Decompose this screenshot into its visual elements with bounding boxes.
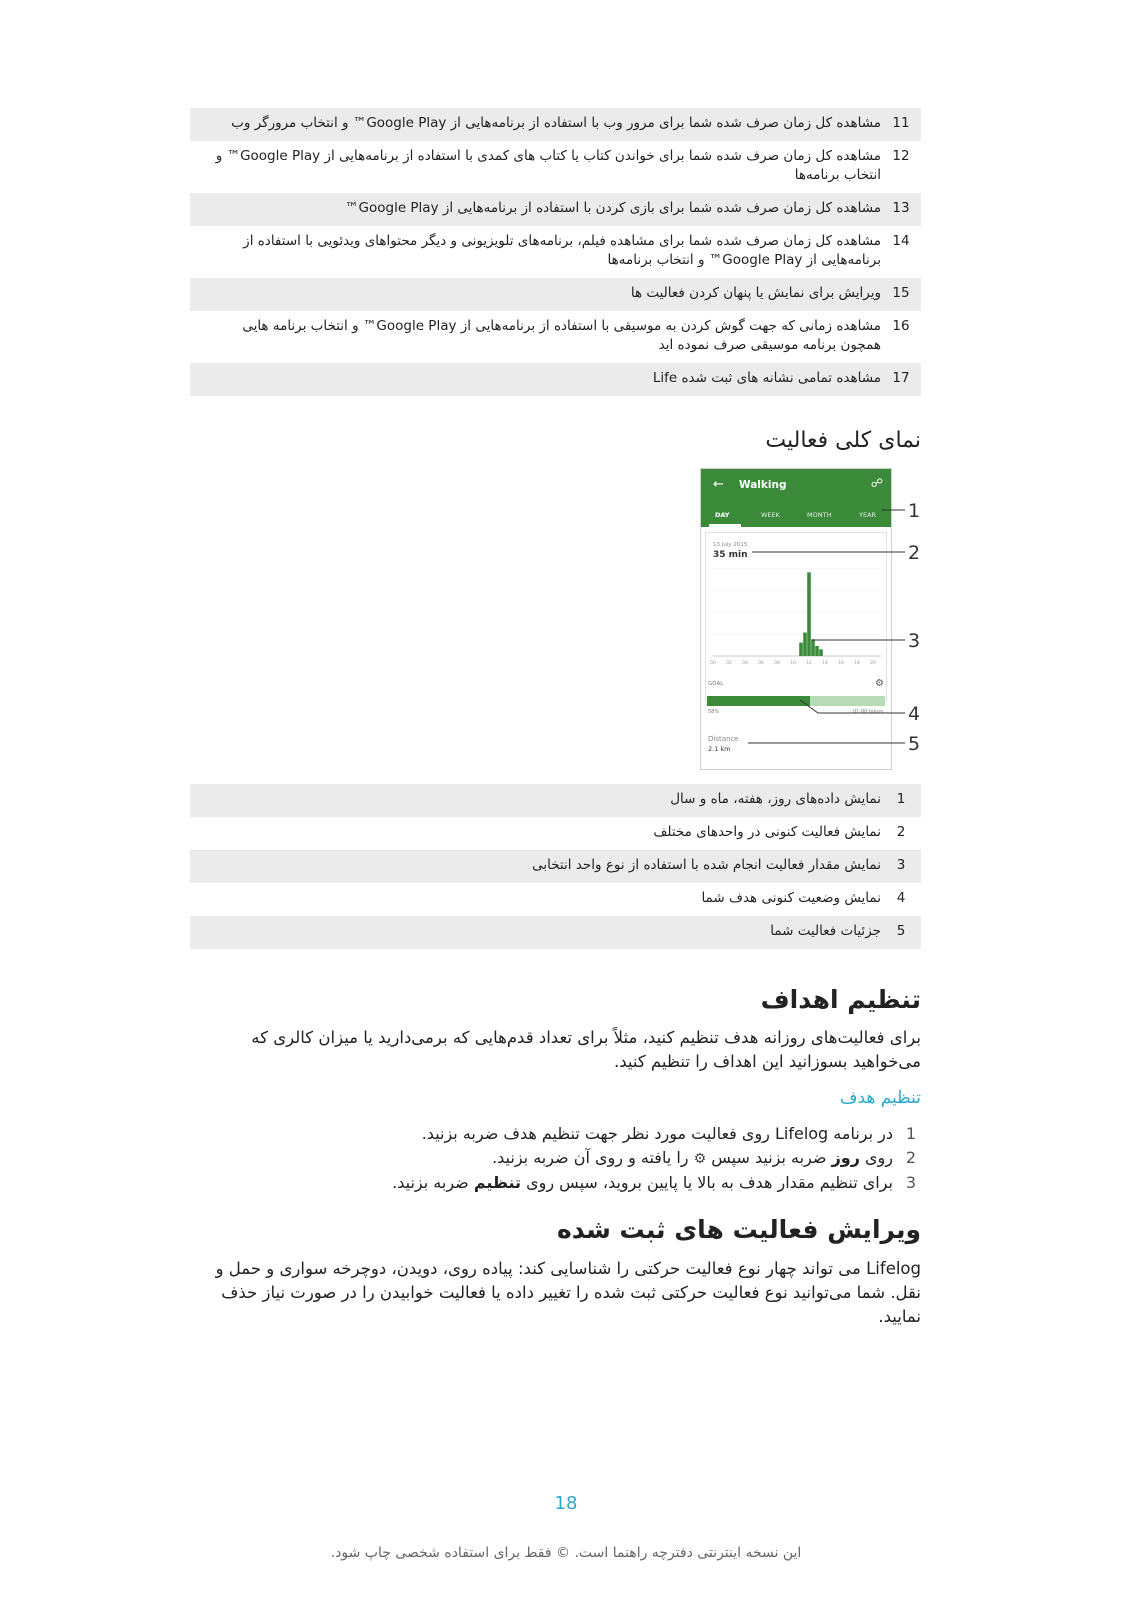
goal-label: GOAL xyxy=(708,681,724,687)
gear-icon[interactable]: ⚙ xyxy=(875,678,884,689)
table-row xyxy=(190,817,921,850)
row-text: نمایش داده‌های روز، هفته، ماه و سال xyxy=(190,784,881,817)
goals-heading: تنظیم اهداف xyxy=(760,985,921,1014)
x-tick-label: 08 xyxy=(774,661,780,666)
progress-percent: 58% xyxy=(708,709,720,715)
step-2: 2 روی روز ضربه بزنید سپس ⚙ را یافته و روی آن ضربه بزنید. xyxy=(492,1148,917,1167)
x-tick-label: 18 xyxy=(854,661,860,666)
activity-overview-figure xyxy=(700,468,932,768)
row-text: نمایش مقدار فعالیت انجام شده با استفاده از نوع واحد انتخابی xyxy=(190,850,881,883)
row-number: 13 xyxy=(881,193,921,226)
x-tick-label: 12 xyxy=(806,661,812,666)
x-tick-label: 00 xyxy=(710,661,716,666)
row-number: 4 xyxy=(896,890,906,906)
set-goal-subheading: تنظیم هدف xyxy=(839,1088,921,1108)
table-row xyxy=(190,108,921,141)
table-row xyxy=(190,916,921,949)
row-text: ویرایش برای نمایش یا پنهان کردن فعالیت ها xyxy=(190,278,881,311)
row-text: مشاهده کل زمان صرف شده شما برای بازی کردن با استفاده از برنامه‌هایی از Google Play™ xyxy=(190,193,881,226)
overview-heading: نمای کلی فعالیت xyxy=(765,428,921,453)
row-number: 17 xyxy=(881,363,921,396)
row-number: 2 xyxy=(896,824,906,840)
edit-paragraph: Lifelog می تواند چهار نوع فعالیت حرکتی را شناسایی کند: پیاده روی، دویدن، دوچرخه سواری و حمل و نقل. شما می‌توانید نوع فعالیت حرکتی ثبت شده را تغییر داده یا فعالیت خوابیدن را در صورت نیاز حذف نمایید. xyxy=(215,1259,921,1326)
row-number: 15 xyxy=(881,278,921,311)
row-number: 11 xyxy=(881,108,921,141)
x-tick-label: 10 xyxy=(790,661,796,666)
table-row xyxy=(190,141,921,193)
table-row xyxy=(190,850,921,883)
figure-legend-table xyxy=(190,784,921,949)
table-row xyxy=(190,784,921,817)
x-tick-label: 16 xyxy=(838,661,844,666)
row-text: نمایش فعالیت کنونی در واحدهای مختلف xyxy=(653,824,881,840)
table-row xyxy=(190,363,921,396)
x-tick-label: 02 xyxy=(726,661,732,666)
x-tick-label: 04 xyxy=(742,661,748,666)
goal-steps xyxy=(190,1122,921,1195)
row-text: جزئیات فعالیت شما xyxy=(190,916,881,949)
legend-table xyxy=(190,784,921,949)
x-tick-label: 14 xyxy=(822,661,828,666)
top-legend-table xyxy=(190,108,921,396)
row-text: مشاهده زمانی که جهت گوش کردن به موسیقی با استفاده از برنامه‌هایی از Google Play™ و انتخاب برنامه هایی همچون برنامه موسیقی صرف نموده اید xyxy=(242,318,881,353)
arrow-left-icon[interactable]: ← xyxy=(713,477,724,492)
tab-day[interactable]: DAY xyxy=(715,511,730,519)
table-row xyxy=(190,193,921,226)
callout-2: 2 xyxy=(908,542,921,564)
duration-value: 35 min xyxy=(713,550,748,560)
date-label: 13 July 2015 xyxy=(713,542,748,548)
callout-1: 1 xyxy=(908,500,921,522)
callout-5: 5 xyxy=(908,733,921,755)
tab-month[interactable]: MONTH xyxy=(807,511,832,519)
distance-label: Distance xyxy=(708,735,739,743)
row-text: نمایش وضعیت کنونی هدف شما xyxy=(701,890,881,906)
tab-week[interactable]: WEEK xyxy=(761,511,780,519)
row-text: مشاهده کل زمان صرف شده شما برای مشاهده فیلم، برنامه‌های تلویزیونی و دیگر محتواهای ویدئویی با استفاده از برنامه‌هایی از Google Play™ و انتخاب برنامه‌ها xyxy=(243,233,881,268)
share-icon[interactable]: ☍ xyxy=(870,476,883,490)
tab-year[interactable]: YEAR xyxy=(859,511,877,519)
table-row xyxy=(190,311,921,363)
row-number: 14 xyxy=(892,233,910,249)
callout-3: 3 xyxy=(908,630,921,652)
row-number: 1 xyxy=(881,784,921,817)
step-3: 3 برای تنظیم مقدار هدف به بالا یا پایین بروید، سپس روی تنظیم ضربه بزنید. xyxy=(392,1173,917,1192)
callout-4: 4 xyxy=(908,703,921,725)
row-text: مشاهده تمامی نشانه های ثبت شده Life xyxy=(190,363,881,396)
callout-lines xyxy=(700,468,932,768)
distance-value: 2.1 km xyxy=(708,745,731,753)
callout-line-4 xyxy=(800,700,905,713)
row-number: 5 xyxy=(881,916,921,949)
edit-heading: ویرایش فعالیت های ثبت شده xyxy=(557,1215,921,1244)
row-number: 12 xyxy=(892,148,910,164)
row-text: مشاهده کل زمان صرف شده شما برای مرور وب با استفاده از برنامه‌هایی از Google Play™ و انتخاب مرورگر وب xyxy=(190,108,881,141)
x-tick-label: 20 xyxy=(870,661,876,666)
set-term: تنظیم xyxy=(473,1173,522,1192)
table-row xyxy=(190,278,921,311)
day-term: روز xyxy=(831,1148,860,1167)
top-table xyxy=(190,108,921,396)
x-tick-label: 06 xyxy=(758,661,764,666)
footer-note: این نسخه اینترنتی دفترچه راهنما است. © فقط برای استفاده شخصی چاپ شود. xyxy=(330,1545,802,1561)
app-title: Walking xyxy=(739,479,787,491)
table-row xyxy=(190,883,921,916)
row-number: 16 xyxy=(892,318,910,334)
goals-paragraph: برای فعالیت‌های روزانه هدف تنظیم کنید، مثلاً برای تعداد قدم‌هایی که برمی‌دارید یا میزان کالری که می‌خواهید بسوزانید این اهداف را تنظیم کنید. xyxy=(251,1028,921,1071)
page-number: 18 xyxy=(554,1493,578,1514)
step-1: 1 در برنامه Lifelog روی فعالیت مورد نظر جهت تنظیم هدف ضربه بزنید. xyxy=(421,1124,917,1143)
progress-goal-time: 01:00 hours xyxy=(852,709,883,715)
row-number: 3 xyxy=(881,850,921,883)
table-row xyxy=(190,226,921,278)
gear-icon: ⚙ xyxy=(693,1151,707,1167)
row-text: مشاهده کل زمان صرف شده شما برای خواندن کتاب یا کتاب های کمدی با استفاده از برنامه‌هایی از Google Play™ و انتخاب برنامه‌ها xyxy=(215,148,881,183)
